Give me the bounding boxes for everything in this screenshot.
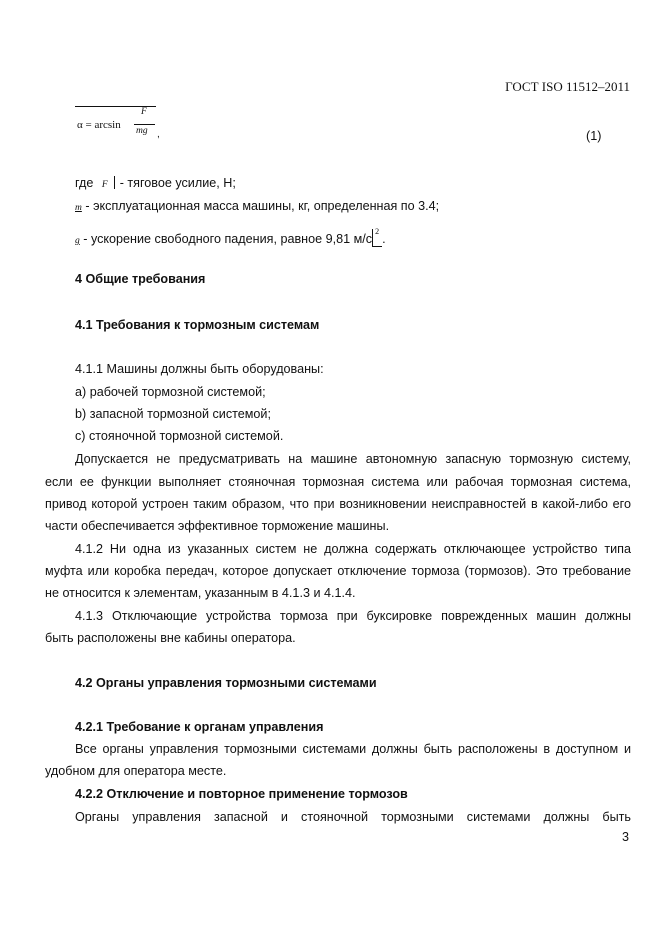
legend-g-exponent-box (372, 229, 382, 247)
legend-g-exponent: 2 (375, 227, 380, 236)
paragraph-4-2-2-line-1: Органы управления запасной и стояночной тормозными системами должны быть (75, 810, 631, 824)
heading-section-4-1: 4.1 Требования к тормозным системам (75, 318, 320, 332)
document-code: ГОСТ ISO 11512–2011 (505, 79, 630, 94)
paragraph-4-1-2-line-2: муфта или коробка передач, которое допускает отключение тормоза (тормозов). Это требование (45, 564, 631, 578)
legend-row-g (75, 229, 386, 247)
paragraph-4-2-1-line-2: удобном для оператора месте. (45, 764, 227, 778)
legend-g-text: - ускорение свободного падения, равное 9,81 м/с (83, 232, 373, 246)
formula-denominator: mg (136, 126, 148, 136)
paragraph-4-2-1-line-1: Все органы управления тормозными системами должны быть расположены в доступном и (75, 742, 631, 756)
legend-m-symbol: m (75, 203, 82, 213)
legend-F-text: - тяговое усилие, Н; (119, 176, 236, 190)
legend-g-end: . (382, 232, 386, 246)
heading-section-4: 4 Общие требования (75, 272, 206, 286)
formula-fraction-bar (134, 124, 155, 125)
legend-where: где (75, 176, 94, 190)
legend-row-F (75, 176, 236, 190)
paragraph-4-1-2-line-3: не относится к элементам, указанным в 4.1.3 и 4.1.4. (45, 586, 356, 600)
paragraph-allowance-line-2: если ее функции выполняет стояночная тормозная система или рабочая тормозная система, (45, 475, 631, 489)
page-number: 3 (622, 830, 630, 844)
formula-trailing-comma: , (157, 129, 160, 140)
paragraph-4-1-2-line-1: 4.1.2 Ни одна из указанных систем не должна содержать отключающее устройство типа (75, 542, 631, 556)
legend-F-symbol: F (101, 180, 108, 190)
list-item-b: b) запасной тормозной системой; (75, 407, 271, 421)
paragraph-4-1-1: 4.1.1 Машины должны быть оборудованы: (75, 362, 324, 376)
heading-section-4-2-2: 4.2.2 Отключение и повторное применение тормозов (75, 787, 408, 801)
formula-number: (1) (586, 129, 602, 143)
legend-row-m (75, 199, 439, 213)
list-item-c: c) стояночной тормозной системой. (75, 429, 284, 443)
formula-lhs: α = arcsin (77, 119, 121, 131)
paragraph-allowance-line-4: части обеспечивается эффективное торможение машины. (45, 519, 390, 533)
legend-F-bracket (114, 176, 115, 189)
paragraph-allowance-line-3: привод которой устроен таким образом, что при возникновении неисправностей в какой-либо его (45, 497, 631, 511)
heading-section-4-2-1: 4.2.1 Требование к органам управления (75, 720, 324, 734)
legend-g-symbol: g (75, 236, 80, 246)
paragraph-4-1-3-line-2: быть расположены вне кабины оператора. (45, 631, 296, 645)
legend-m-text: - эксплуатационная масса машины, кг, определенная по 3.4; (85, 199, 440, 213)
formula-numerator: F (141, 107, 147, 117)
paragraph-4-1-3-line-1: 4.1.3 Отключающие устройства тормоза при буксировке поврежденных машин должны (75, 609, 631, 623)
heading-section-4-2: 4.2 Органы управления тормозными системами (75, 676, 377, 690)
paragraph-allowance-line-1: Допускается не предусматривать на машине автономную запасную тормозную систему, (75, 452, 631, 466)
list-item-a: a) рабочей тормозной системой; (75, 385, 266, 399)
